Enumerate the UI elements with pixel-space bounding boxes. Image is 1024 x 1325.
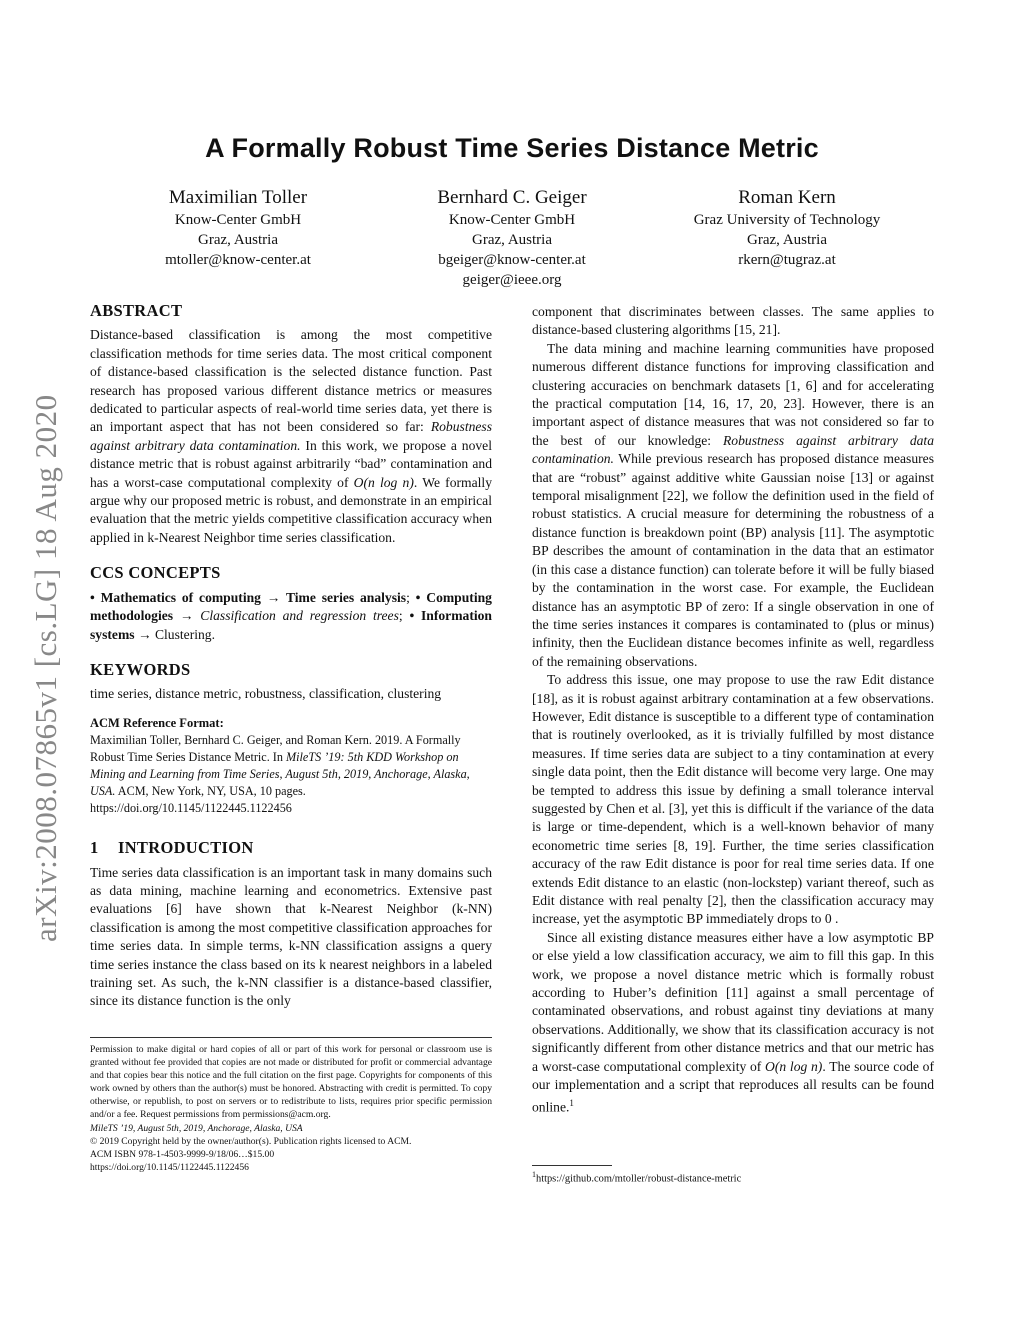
paragraph: The data mining and machine learning communities have proposed numerous different distance functions for improving classification and clustering accuracies on benchmark datasets [1, 6] and for accelerating the practical computation [14, 16, 17, 20, 23]. However, there is an important aspect of distance measures that was not considered so far to the best of our knowledge: Robustness against arbitrary data contamination. While previous research has proposed distance measures that are “robust” against additive white Gaussian noise [13] or against temporal misalignment [22], we follow the definition used in the field of robust statistics. A crucial measure for determining the robustness of a distance function is breakdown point (BP) analysis [11]. The asymptotic BP describes the amount of contamination in the data that an estimator (in this case a distance function) can tolerate before it will be fully biased by the contamination in the worst case. For example, the Euclidean distance has an asymptotic BP of zero: If a single observation in one of the time series instances it compares is contaminated to (plus or minus) infinity, then the Euclidean distance becomes infinite as well, regardless of the remaining observations. xyxy=(532,340,934,669)
acm-reference-text: Maximilian Toller, Bernhard C. Geiger, and Roman Kern. 2019. A Formally Robust Time Series Distance Metric. In MileTS ’19: 5th KDD Workshop on Mining and Learning from Time Series, August 5th, 2019, Anchorage, Alaska, USA. ACM, New York, NY, USA, 10 pages. https://doi.org/10.1145/1122445.1122456 xyxy=(90,733,470,816)
footnote-mark[interactable]: 1 xyxy=(569,1098,574,1109)
paragraph: component that discriminates between classes. The same applies to distance-based clustering algorithms [15, 21]. xyxy=(532,304,934,338)
keywords-heading: KEYWORDS xyxy=(90,659,191,679)
right-column xyxy=(532,303,934,1117)
permission-isbn: ACM ISBN 978-1-4503-9999-9/18/06…$15.00 xyxy=(90,1148,275,1160)
author-block xyxy=(362,186,662,290)
permission-copyright: © 2019 Copyright held by the owner/author(s). Publication rights licensed to ACM. xyxy=(90,1135,412,1147)
arxiv-stamp: arXiv:2008.07865v1 [cs.LG] 18 Aug 2020 xyxy=(28,394,63,942)
footnote: $^1$https://github.com/mtoller/robust-distance-metric xyxy=(532,1170,742,1185)
permission-text: Permission to make digital or hard copies of all or part of this work for personal or classroom use is granted without fee provided that copies are not made or distributed for profit or commercial advantage and that copies bear this notice and the full citation on the first page. Copyrights for components of this work owned by others than the author(s) must be honored. Abstracting with credit is permitted. To copy otherwise, or republish, to post on servers or to redistribute to lists, requires prior specific permission and/or a fee. Request permissions from permissions@acm.org. xyxy=(90,1044,492,1121)
author-block xyxy=(637,186,937,270)
author-email[interactable]: rkern@tugraz.at xyxy=(738,252,836,268)
author-affiliation: Know-Center GmbH xyxy=(448,212,576,228)
author-location: Graz, Austria xyxy=(198,232,278,248)
author-location: Graz, Austria xyxy=(747,232,827,248)
intro-heading: 1 INTRODUCTION xyxy=(90,838,254,858)
footnote-rule xyxy=(532,1165,612,1166)
author-block xyxy=(88,186,388,270)
author-email[interactable]: mtoller@know-center.at xyxy=(165,252,311,268)
author-location: Graz, Austria xyxy=(472,232,552,248)
author-name: Bernhard C. Geiger xyxy=(437,187,587,208)
acm-reference-heading: ACM Reference Format: xyxy=(90,715,224,730)
ccs-concepts: • Mathematics of computing → Time series analysis; • Computing methodologies → Classification and regression trees; • Information systems → Clustering. xyxy=(90,589,492,642)
abstract-text: Distance-based classification is among the most competitive classification methods for time series data. The most critical component of distance-based classification is the selected distance function. Past research has proposed various different distance metrics or measures dedicated to particular aspects of real-world time series data, yet there is an important aspect that has not been considered so far: Robustness against arbitrary data contamination. In this work, we propose a novel distance metric that is robust against arbitrarily “bad” contamination and has a worst-case computational complexity of O(n log n). We formally argue why our proposed metric is robust, and demonstrate in an empirical evaluation that the metric yields competitive classification accuracy when applied in k-Nearest Neighbor time series classification. xyxy=(90,327,492,545)
abstract-heading: ABSTRACT xyxy=(90,301,183,320)
permission-rule xyxy=(90,1037,492,1038)
ccs-heading: CCS CONCEPTS xyxy=(90,563,221,583)
permission-venue: MileTS ’19, August 5th, 2019, Anchorage, Alaska, USA xyxy=(90,1122,303,1134)
permission-doi[interactable]: https://doi.org/10.1145/1122445.1122456 xyxy=(90,1161,249,1173)
author-affiliation: Graz University of Technology xyxy=(693,212,881,228)
author-email-alt[interactable]: geiger@ieee.org xyxy=(462,272,562,288)
author-name: Maximilian Toller xyxy=(168,187,308,208)
author-name: Roman Kern xyxy=(738,187,836,208)
keywords-text: time series, distance metric, robustness, classification, clustering xyxy=(90,686,442,702)
author-email[interactable]: bgeiger@know-center.at xyxy=(438,252,586,268)
paper-title: A Formally Robust Time Series Distance Metric xyxy=(205,133,819,163)
paragraph: Since all existing distance measures either have a low asymptotic BP or else yield a low classification accuracy, we aim to fill this gap. In this work, we propose a novel distance metric which is formally robust according to Huber’s definition [11] against a small percentage of contaminated observations, and robust against tiny deviations at many observations. Additionally, we show that its classification accuracy is not significantly different from other distance metrics and that our metric has a worst-case computational complexity of O(n log n). The source code of our implementation and a script that reproduces all results can be found online.$^1$ xyxy=(532,929,934,1115)
paragraph: To address this issue, one may propose to use the raw Edit distance [18], as it is robust against arbitrary contamination at a few observations. However, Edit distance is susceptible to a different type of contamination that is routinely overlooked, as it is trivially fulfilled by most distance measures. If time series data are subject to a tiny contamination at every single data point, then the Edit distance will become very large. One may be tempted to address this issue by defining a small tolerance interval suggested by Chen et al. [3], yet this is difficult if the variance of the data is large or time-dependent, which is a well-known behavior of many econometric time series [8, 19]. Further, the time series classification accuracy of the raw Edit distance is poor for real time series data. If one extends Edit distance to an elastic (non-lockstep) variant thereof, such as Edit distance with real penalty [2], then the classification accuracy may increase, yet the asymptotic BP immediately drops to 0 . xyxy=(532,672,934,927)
left-column xyxy=(90,302,492,1011)
intro-paragraph: Time series data classification is an important task in many domains such as data mining, machine learning and econometrics. Extensive past evaluations [6] have shown that k-Nearest Neighbor (k-NN) classification is among the most competitive classification approaches for time series data. In simple terms, k-NN classification assigns a query time series instance the class based on its k nearest neighbors in a labeled training set. As such, the k-NN classifier is a distance-based classifier, since its distance function is the only xyxy=(90,864,492,1009)
permission-block xyxy=(90,1037,492,1174)
footnote-link[interactable]: https://github.com/mtoller/robust-distance-metric xyxy=(536,1173,742,1185)
author-affiliation: Know-Center GmbH xyxy=(174,212,302,228)
